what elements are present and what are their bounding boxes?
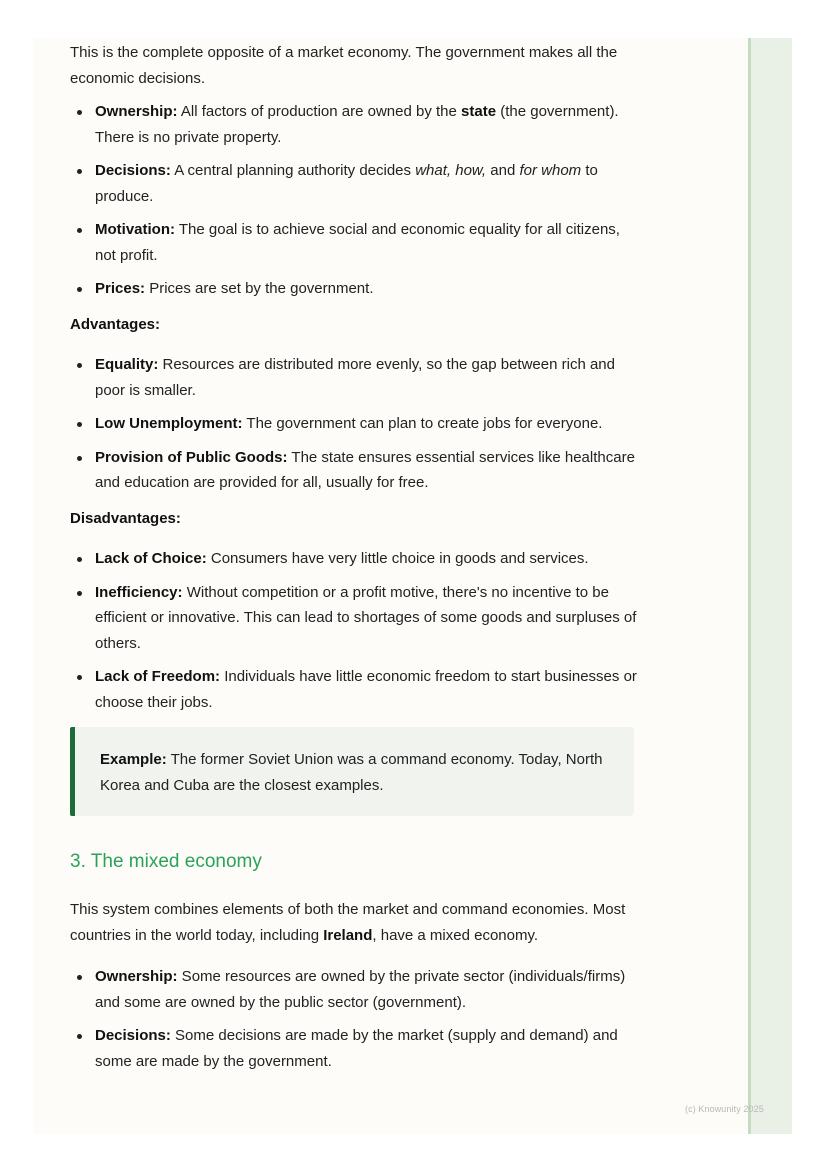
list-item [70,217,640,268]
item-label: Decisions: [95,162,171,179]
command-features-list [70,99,640,302]
item-text: Individuals have little economic freedom to start businesses or choose their jobs. [95,668,637,711]
example-text: The former Soviet Union was a command economy. Today, North Korea and Cuba are the closest examples. [100,751,603,794]
item-text: The government can plan to create jobs for everyone. [242,415,603,432]
item-label: Prices: [95,280,146,297]
list-item [70,664,640,715]
list-item [70,964,640,1015]
command-intro: This is the complete opposite of a market economy. The government makes all the economic decisions. [70,44,618,87]
item-text: Prices are set by the government. [145,280,374,297]
disadvantages-list [70,546,640,715]
example-label: Example: [100,751,167,768]
item-label: Provision of Public Goods: [95,448,288,466]
copyright-watermark: (c) Knowunity 2025 [685,1104,764,1114]
item-label: Low Unemployment: [95,415,243,432]
intro-text: , have a mixed economy. [372,926,539,944]
item-label: Inefficiency: [95,583,183,601]
item-label: Decisions: [95,1027,171,1044]
item-text: Some resources are owned by the private sector (individuals/firms) and some are owned by the public sector (government). [95,968,626,1011]
item-text: (the government). There is no private property. [95,103,619,146]
intro-strong: Ireland [323,926,373,944]
item-text: The goal is to achieve social and economic equality for all citizens, not profit. [95,221,620,264]
item-label: Lack of Choice: [95,550,207,567]
intro-text: This system combines elements of both the market and command economies. Most countries in the world today, including [70,901,626,944]
mixed-economy-heading: 3. The mixed economy [70,851,262,872]
list-item [70,546,640,572]
item-emphasis: for whom [519,162,582,179]
advantages-list [70,352,640,496]
item-label: Motivation: [95,221,175,238]
list-item [70,411,640,437]
side-rail [748,38,792,1134]
item-label: Ownership: [95,968,178,985]
item-text: The state ensures essential services like healthcare and education are provided for all, usually for free. [95,448,635,491]
list-item [70,1023,640,1074]
item-text: Some decisions are made by the market (supply and demand) and some are made by the government. [95,1027,618,1070]
item-text: to produce. [95,162,598,205]
item-label: Equality: [95,356,159,373]
advantages-heading: Advantages: [70,315,161,333]
list-item [70,580,640,657]
example-callout [70,727,634,816]
mixed-intro [70,897,640,948]
disadvantages-heading: Disadvantages: [70,509,181,527]
item-text: Without competition or a profit motive, there's no incentive to be efficient or innovative. This can lead to shortages of some goods and surpluses of others. [95,583,637,652]
item-strong: state [461,103,497,120]
list-item [70,99,640,150]
document-content [70,40,640,1082]
item-text: Resources are distributed more evenly, so the gap between rich and poor is smaller. [95,356,615,399]
item-emphasis: what, how, [415,162,487,179]
item-text: Consumers have very little choice in goods and services. [206,550,589,567]
list-item [70,276,640,302]
list-item [70,352,640,403]
item-label: Ownership: [95,103,178,120]
item-label: Lack of Freedom: [95,668,221,685]
list-item [70,445,640,496]
item-text: A central planning authority decides [170,162,416,179]
mixed-features-list [70,964,640,1074]
list-item [70,158,640,209]
item-text: All factors of production are owned by the [177,103,462,120]
item-text: and [486,162,520,179]
